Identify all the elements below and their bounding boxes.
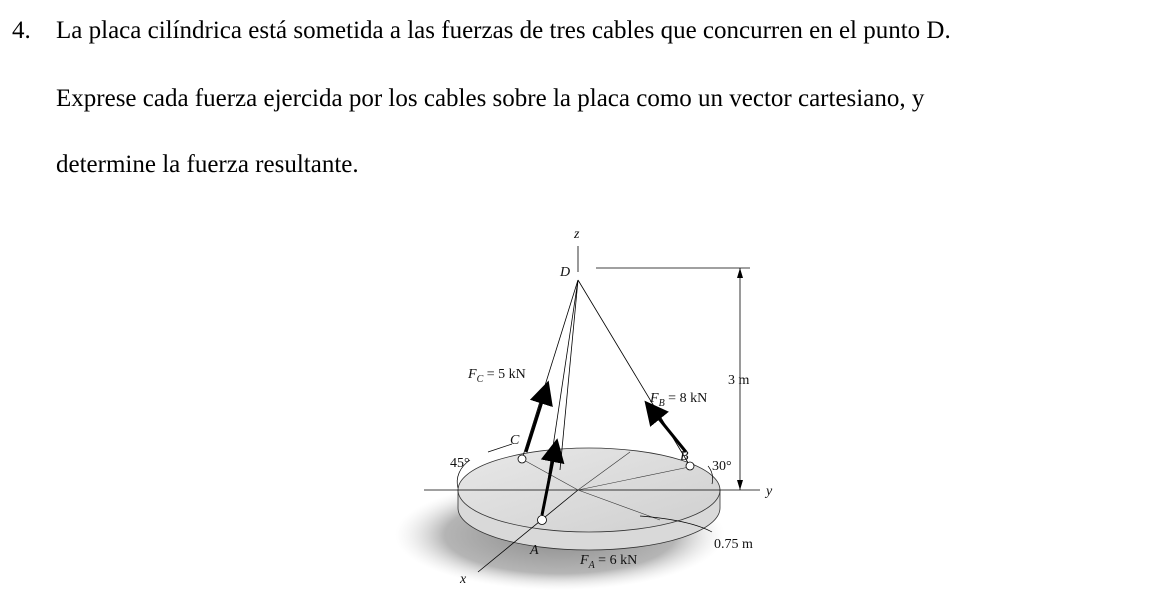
angle-30-label: 30°	[712, 459, 732, 474]
problem-statement-line-2: Exprese cada fuerza ejercida por los cables sobre la placa como un vector cartesiano, y	[56, 85, 925, 112]
force-c-label: $F_C = 5$ kN	[468, 367, 526, 385]
problem-statement-line-3: determine la fuerza resultante.	[56, 151, 359, 178]
force-arrow-b	[652, 410, 686, 452]
point-d-label: D	[560, 265, 571, 280]
height-dim-arrow-top	[737, 268, 743, 278]
axis-x-label: x	[460, 572, 467, 587]
attachment-c	[518, 455, 526, 463]
point-b-label: B	[680, 449, 689, 464]
point-c-label: C	[510, 433, 520, 448]
attachment-a	[538, 516, 547, 525]
problem-statement-line-1: La placa cilíndrica está sometida a las fuerzas de tres cables que concurren en el punto D.	[56, 17, 951, 44]
axis-y-label: y	[766, 484, 773, 499]
problem-number: 4.	[12, 17, 31, 44]
force-a-label: $F_A = 6$ kN	[580, 553, 638, 571]
height-label: 3 m	[728, 373, 750, 388]
force-arrow-c	[526, 392, 545, 452]
force-b-label: $F_B = 8$ kN	[650, 391, 708, 409]
angle-45-line	[488, 444, 512, 452]
height-dim-arrow-bottom	[737, 480, 743, 490]
angle-45-label: 45°	[450, 456, 470, 471]
radius-label: 0.75 m	[714, 537, 753, 552]
axis-z-label: z	[574, 227, 580, 242]
point-a-label: A	[530, 543, 539, 558]
